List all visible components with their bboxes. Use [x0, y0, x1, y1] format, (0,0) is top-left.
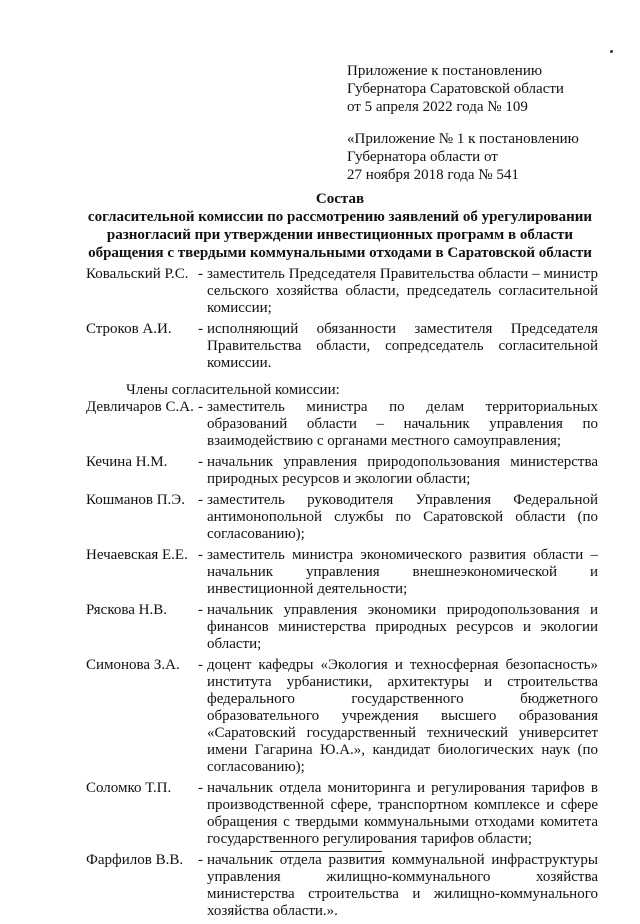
header-line: «Приложение № 1 к постановлению	[347, 131, 579, 147]
dash: -	[198, 657, 203, 673]
title-line: согласительной комиссии по рассмотрению заявлений об урегулировании	[87, 209, 593, 225]
dash: -	[198, 321, 203, 337]
member-row	[86, 780, 598, 848]
member-name: Ряскова Н.В.	[86, 602, 167, 618]
document-title	[80, 190, 600, 262]
member-row	[86, 454, 598, 488]
dash: -	[198, 454, 203, 470]
member-name: Нечаевская Е.Е.	[86, 547, 188, 563]
member-position: начальник управления экономики природопользования и финансов министерства природных ресурсов и экологии области;	[207, 602, 598, 652]
header-line: Приложение к постановлению	[347, 63, 543, 79]
member-row	[86, 602, 598, 653]
dash: -	[198, 399, 203, 415]
member-row	[86, 852, 598, 920]
member-name: Симонова З.А.	[86, 657, 180, 673]
member-row	[86, 399, 598, 450]
dash: -	[198, 852, 203, 868]
leader-row	[86, 321, 598, 372]
member-row	[86, 492, 598, 543]
dash: -	[198, 492, 203, 508]
member-position: исполняющий обязанности заместителя Председателя Правительства области, сопредседатель согласительной комиссии.	[207, 321, 598, 371]
member-position: заместитель руководителя Управления Федеральной антимонопольной службы по Саратовской области (по согласованию);	[207, 492, 598, 542]
member-position: начальник управления природопользования министерства природных ресурсов и экологии области;	[207, 454, 598, 487]
member-name: Ковальский Р.С.	[86, 266, 189, 282]
member-position: доцент кафедры «Экология и техносферная безопасность» института урбанистики, архитектуры и строительства федерального государственного бюджетного образовательного учреждения высшего образования «Саратовский государственный технический университет имени Гагарина Ю.А.», кандидат биологических наук (по согласованию);	[207, 657, 598, 775]
member-row	[86, 657, 598, 776]
dash: -	[198, 602, 203, 618]
commission-list	[86, 266, 598, 924]
title-heading: Состав	[315, 191, 365, 207]
title-line: разногласий при утверждении инвестиционных программ в области	[106, 227, 574, 243]
scan-speck	[610, 50, 613, 53]
header-line: Губернатора Саратовской области	[347, 81, 564, 97]
member-name: Фарфилов В.В.	[86, 852, 184, 868]
member-name: Кечина Н.М.	[86, 454, 168, 470]
member-position: начальник отдела мониторинга и регулирования тарифов в производственной сфере, транспортном комплексе и сфере обращения с твердыми коммунальными отходами комитета государственного регулирования тарифов области;	[207, 780, 598, 847]
title-line: обращения с твердыми коммунальными отходами в Саратовской области	[88, 245, 592, 261]
closing-rule	[270, 851, 382, 852]
member-name: Девличаров С.А.	[86, 399, 194, 415]
header-line: от 5 апреля 2022 года № 109	[347, 99, 528, 115]
member-row	[86, 547, 598, 598]
header-line: Губернатора области от	[347, 149, 498, 165]
member-name: Соломко Т.П.	[86, 780, 172, 796]
header-line: 27 ноября 2018 года № 541	[347, 167, 519, 183]
member-position: заместитель министра экономического развития области – начальник управления внешнеэкономической и инвестиционной деятельности;	[207, 547, 598, 597]
dash: -	[198, 547, 203, 563]
appendix-header	[347, 62, 617, 184]
member-position: заместитель Председателя Правительства области – министр сельского хозяйства области, председатель согласительной комиссии;	[207, 266, 598, 316]
member-name: Строков А.И.	[86, 321, 172, 337]
members-label: Члены согласительной комиссии:	[126, 382, 340, 398]
member-position: начальник отдела развития коммунальной инфраструктуры управления жилищно-коммунального хозяйства министерства строительства и жилищно-коммунального хозяйства области.».	[207, 852, 598, 919]
member-position: заместитель министра по делам территориальных образований области – начальник управления по взаимодействию с органами местного самоуправления;	[207, 399, 598, 449]
dash: -	[198, 780, 203, 796]
dash: -	[198, 266, 203, 282]
member-name: Кошманов П.Э.	[86, 492, 185, 508]
leader-row	[86, 266, 598, 317]
